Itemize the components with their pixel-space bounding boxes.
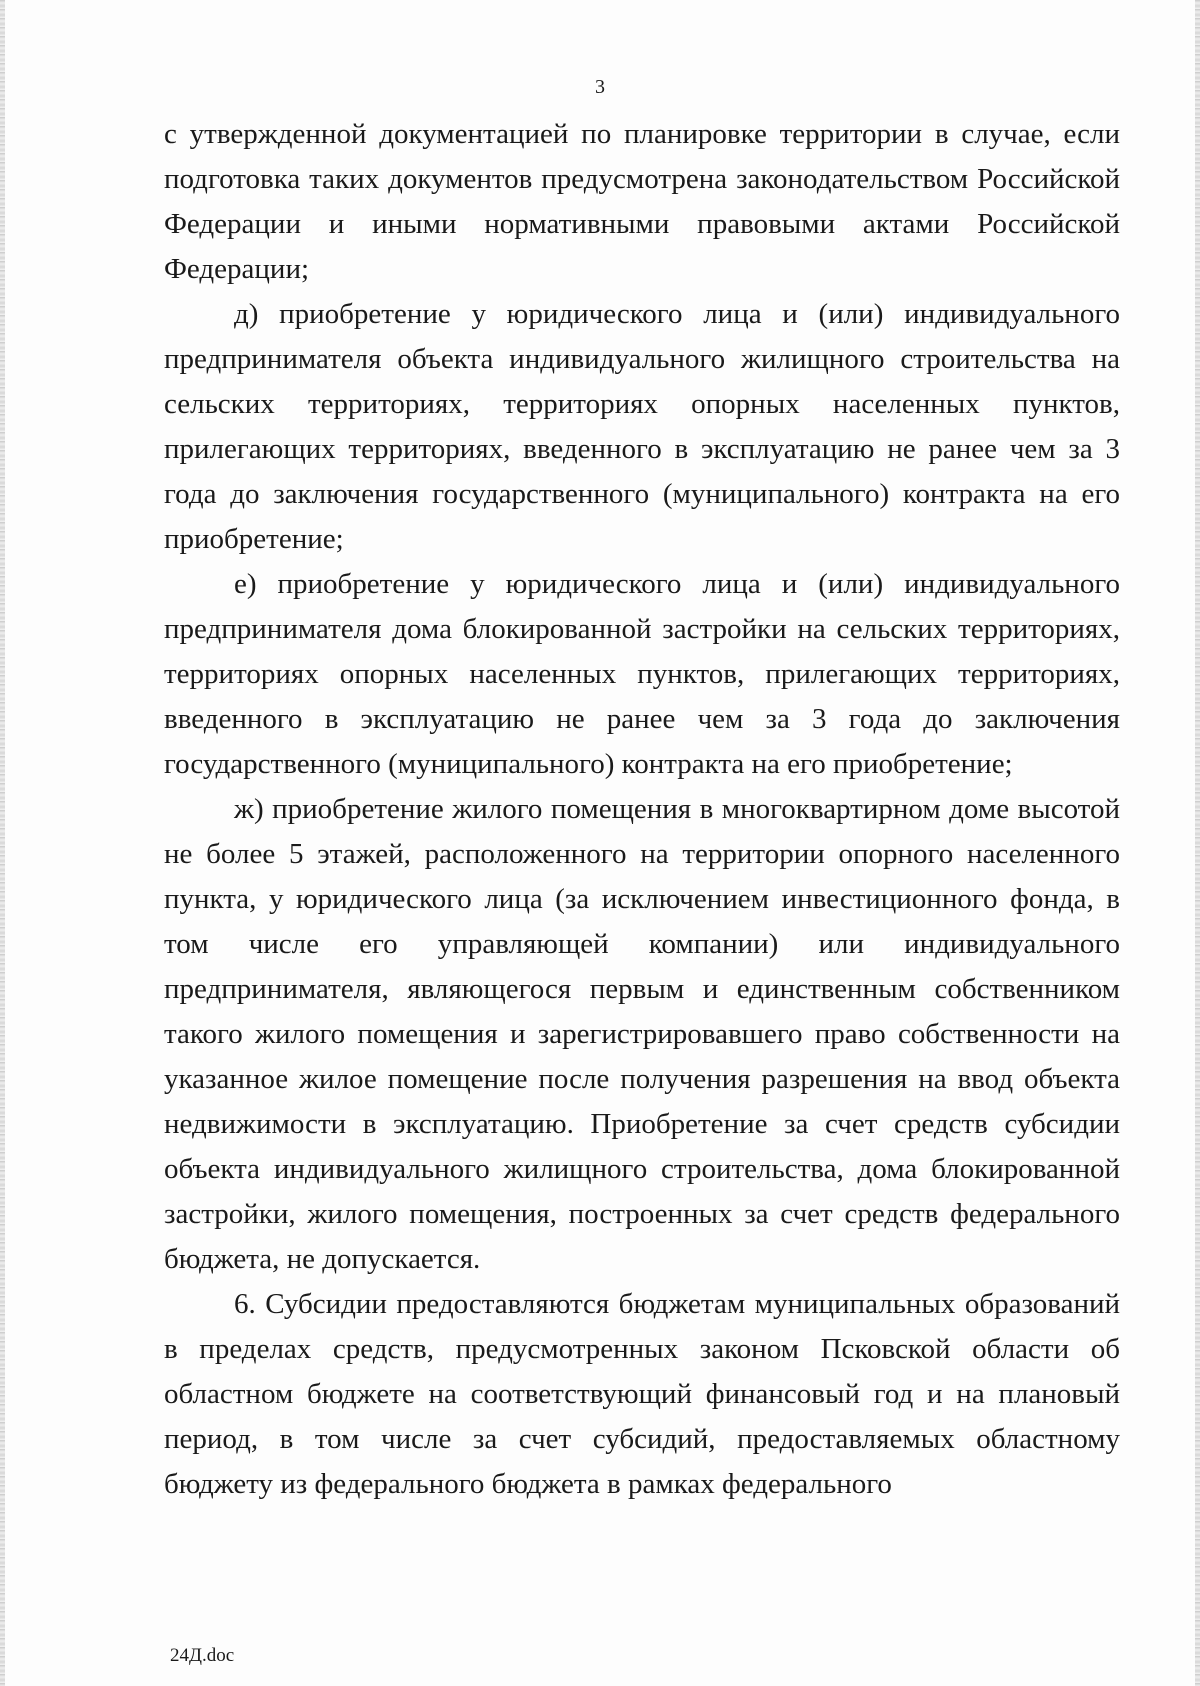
- paragraph-item-zh: ж) приобретение жилого помещения в многоквартирном доме высотой не более 5 этажей, расположенного на территории опорного населенного пункта, у юридического лица (за исключением инвестиционного фонда, в том числе его управляющей компании) или индивидуального предпринимателя, являющегося первым и единственным собственником такого жилого помещения и зарегистрировавшего право собственности на указанное жилое помещение после получения разрешения на ввод объекта недвижимости в эксплуатацию. Приобретение за счет средств субсидии объекта индивидуального жилищного строительства, дома блокированной застройки, жилого помещения, построенных за счет средств федерального бюджета, не допускается.: [164, 793, 1120, 1275]
- document-body: [164, 112, 1120, 1507]
- footer-filename: 24Д.doc: [170, 1645, 235, 1666]
- paragraph-clause-6: 6. Субсидии предоставляются бюджетам муниципальных образований в пределах средств, предусмотренных законом Псковской области об областном бюджете на соответствующий финансовый год и на плановый период, в том числе за счет субсидий, предоставляемых областному бюджету из федерального бюджета в рамках федерального: [164, 1288, 1120, 1500]
- paragraph-item-e: е) приобретение у юридического лица и (или) индивидуального предпринимателя дома блокированной застройки на сельских территориях, территориях опорных населенных пунктов, прилегающих территориях, введенного в эксплуатацию не ранее чем за 3 года до заключения государственного (муниципального) контракта на его приобретение;: [164, 568, 1120, 780]
- scan-edge-right: [1195, 0, 1200, 1686]
- page-number: 3: [595, 76, 605, 98]
- paragraph-item-d: д) приобретение у юридического лица и (или) индивидуального предпринимателя объекта индивидуального жилищного строительства на сельских территориях, территориях опорных населенных пунктов, прилегающих территориях, введенного в эксплуатацию не ранее чем за 3 года до заключения государственного (муниципального) контракта на его приобретение;: [164, 298, 1120, 555]
- scan-edge-left: [0, 0, 5, 1686]
- paragraph-continuation: с утвержденной документацией по планировке территории в случае, если подготовка таких документов предусмотрена законодательством Российской Федерации и иными нормативными правовыми актами Российской Федерации;: [164, 118, 1120, 285]
